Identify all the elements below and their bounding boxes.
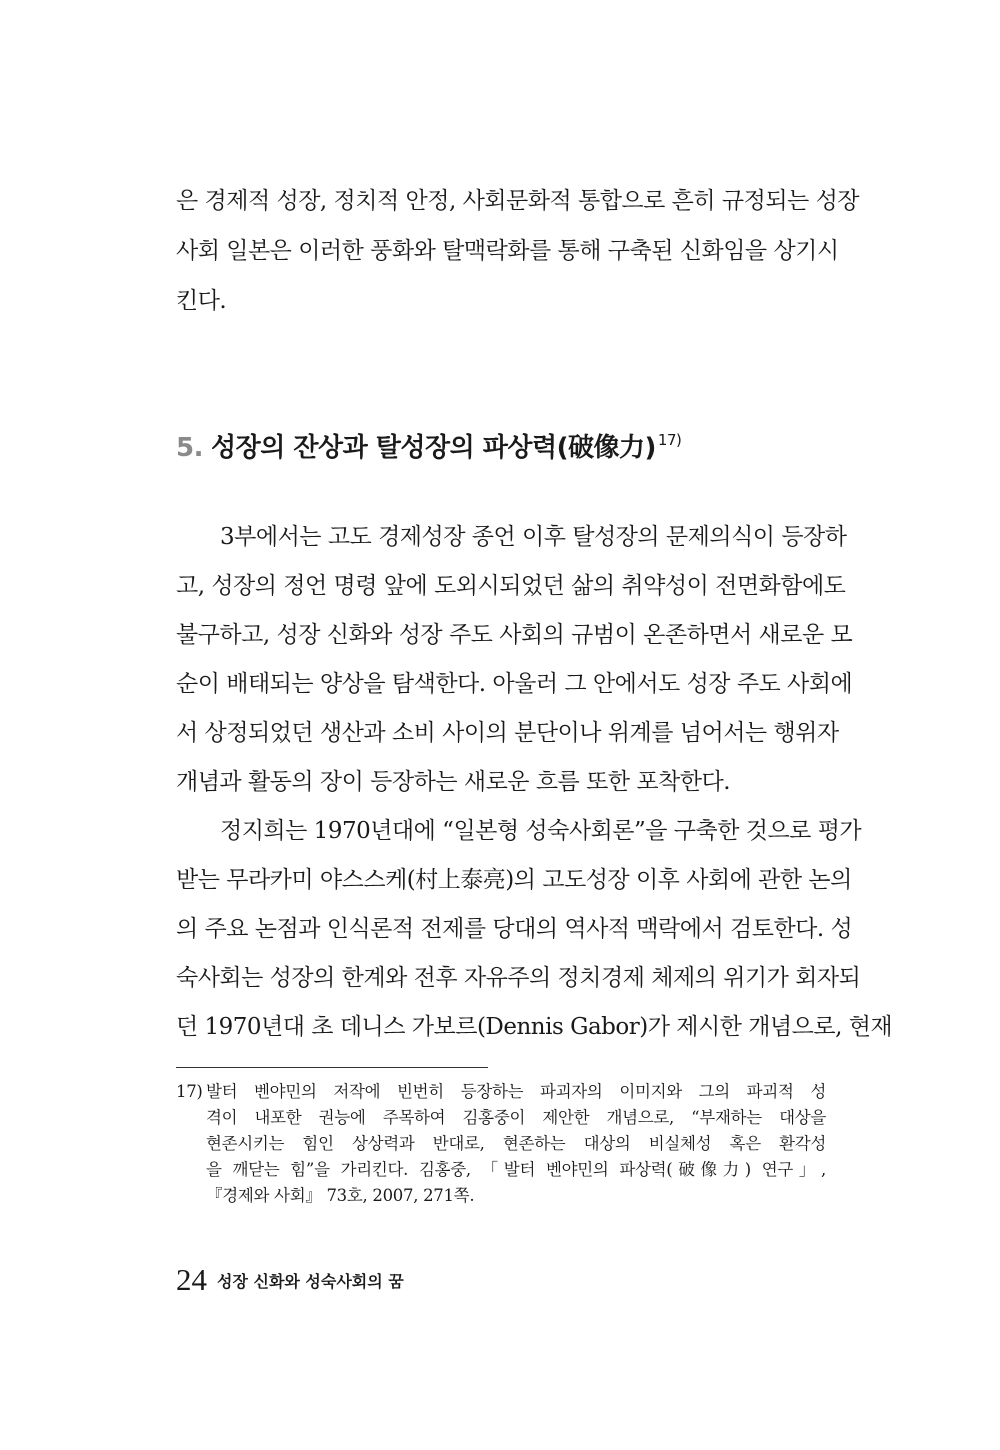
body-text-line: 순이 배태되는 양상을 탐색한다. 아울러 그 안에서도 성장 주도 사회에	[176, 671, 853, 697]
body-text-line: 개념과 활동의 장이 등장하는 새로운 흐름 또한 포착한다.	[176, 769, 731, 795]
body-text-line: 숙사회는 성장의 한계와 전후 자유주의 정치경제 체제의 위기가 회자되	[176, 965, 861, 991]
body-text-line: 3부에서는 고도 경제성장 종언 이후 탈성장의 문제의식이 등장하	[220, 524, 847, 550]
footnote-line: 현존시키는 힘인 상상력과 반대로, 현존하는 대상의 비실체성 혹은 환각성	[206, 1134, 826, 1153]
page-number: 24	[176, 1262, 207, 1297]
footnote-line: 『경제와 사회』 73호, 2007, 271쪽.	[206, 1186, 475, 1205]
footnote-line: 격이 내포한 권능에 주목하여 김홍중이 제안한 개념으로, “부재하는 대상을	[206, 1108, 826, 1127]
body-text-line: 킨다.	[176, 288, 227, 314]
body-text-line: 정지희는 1970년대에 “일본형 성숙사회론”을 구축한 것으로 평가	[220, 818, 862, 844]
footnote-reference: 17)	[657, 431, 682, 449]
body-text-line: 불구하고, 성장 신화와 성장 주도 사회의 규범이 온존하면서 새로운 모	[176, 622, 853, 648]
footnote-mark: 17)	[176, 1082, 203, 1101]
section-number: 5.	[176, 433, 203, 463]
footnote-line: 을 깨닫는 힘”을 가리킨다. 김홍중, 「발터 벤야민의 파상력(破像力) 연구」,	[206, 1160, 826, 1179]
footnote-divider	[176, 1067, 488, 1068]
footnote-text: 발터 벤야민의 저작에 빈번히 등장하는 파괴자의 이미지와 그의 파괴적 성	[206, 1082, 826, 1101]
page-footer	[176, 1262, 404, 1298]
section-heading	[176, 423, 681, 465]
running-title: 성장 신화와 성숙사회의 꿈	[217, 1271, 404, 1291]
body-text-line: 은 경제적 성장, 정치적 안정, 사회문화적 통합으로 흔히 규정되는 성장	[176, 188, 860, 214]
body-text-line: 사회 일본은 이러한 풍화와 탈맥락화를 통해 구축된 신화임을 상기시	[176, 238, 839, 264]
footnote-line	[176, 1080, 826, 1104]
body-text-line: 받는 무라카미 야스스케(村上泰亮)의 고도성장 이후 사회에 관한 논의	[176, 867, 852, 893]
body-text-line: 서 상정되었던 생산과 소비 사이의 분단이나 위계를 넘어서는 행위자	[176, 720, 839, 746]
body-text-line: 던 1970년대 초 데니스 가보르(Dennis Gabor)가 제시한 개념으로, 현재	[176, 1014, 893, 1040]
body-text-line: 고, 성장의 정언 명령 앞에 도외시되었던 삶의 취약성이 전면화함에도	[176, 573, 846, 599]
section-title: 성장의 잔상과 탈성장의 파상력(破像力)	[210, 433, 656, 463]
body-text-line: 의 주요 논점과 인식론적 전제를 당대의 역사적 맥락에서 검토한다. 성	[176, 916, 853, 942]
